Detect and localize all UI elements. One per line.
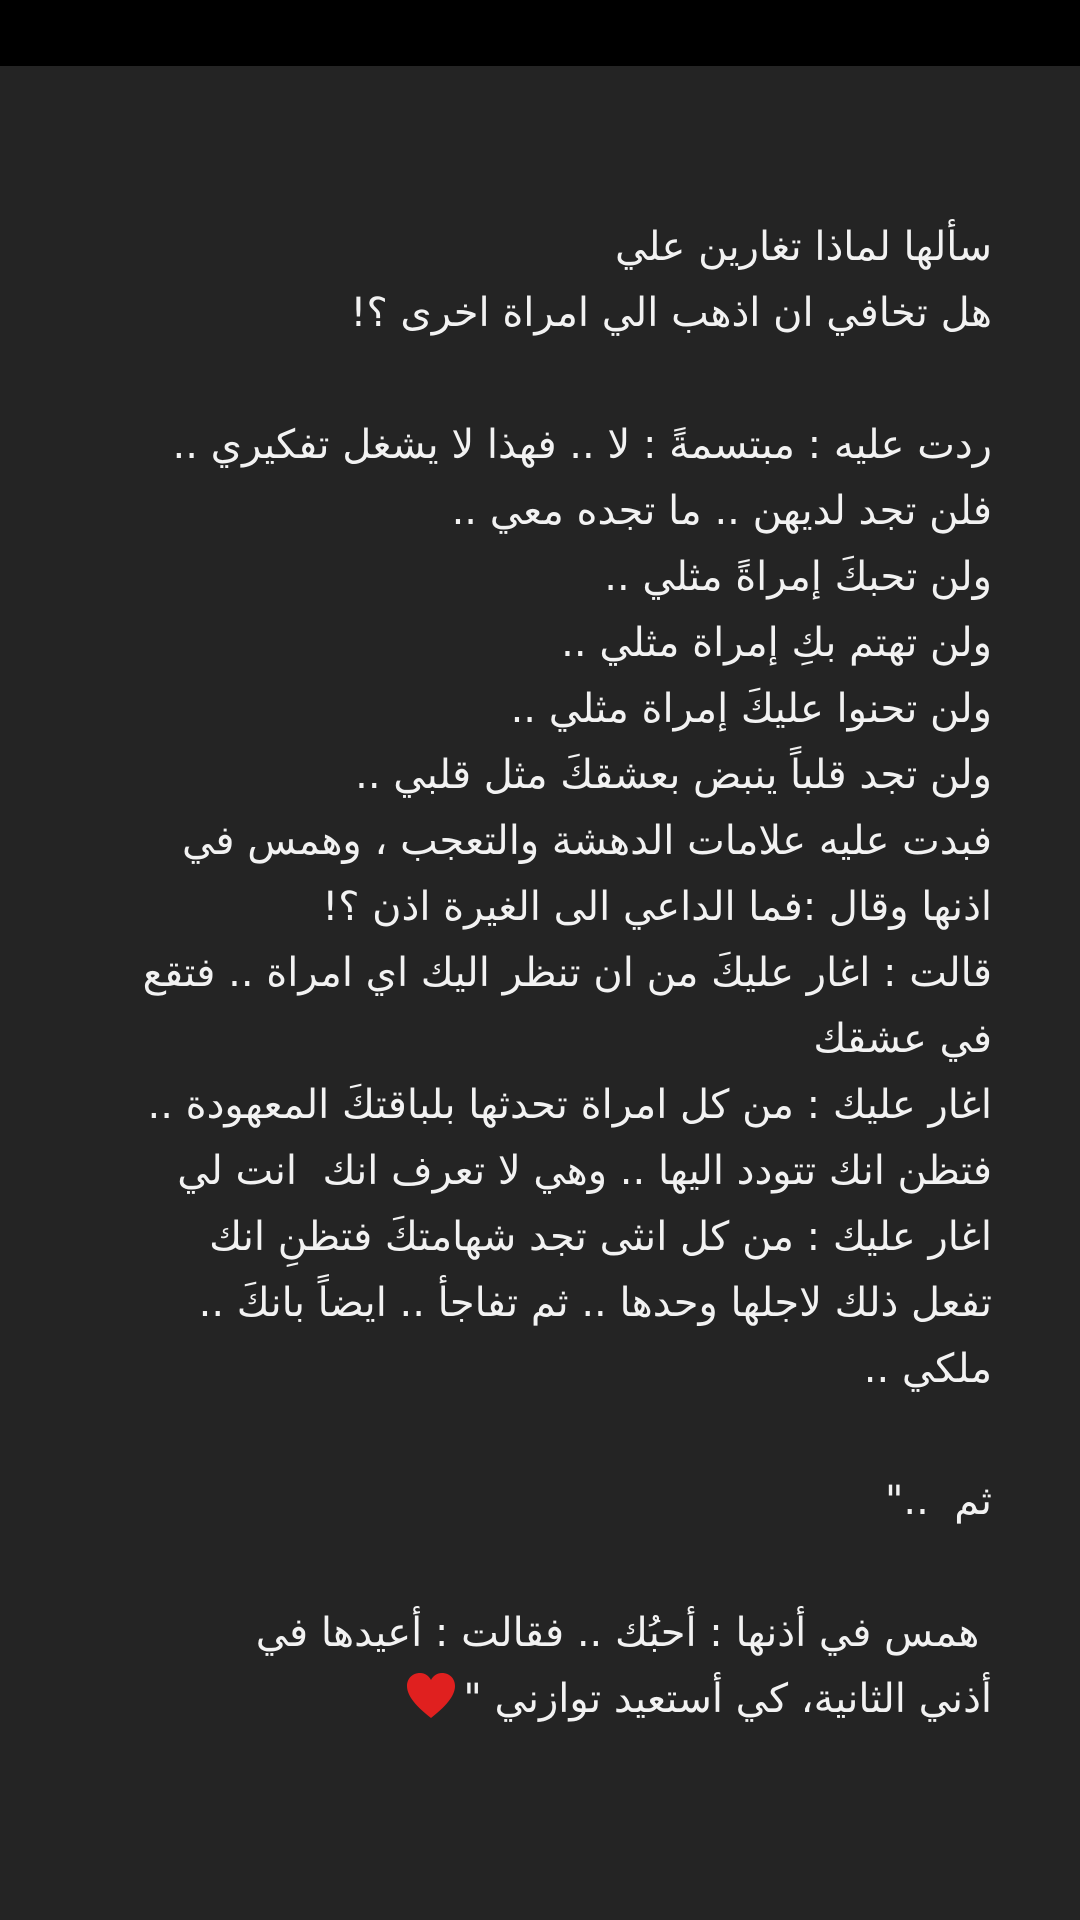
text-line: في عشقك bbox=[813, 1016, 992, 1062]
text-line: اغار عليك : من كل انثى تجد شهامتكَ فتظنِ انك bbox=[209, 1214, 992, 1260]
text-line: اغار عليك : من كل امراة تحدثها بلباقتكَ المعهودة .. bbox=[147, 1082, 992, 1128]
text-line-last bbox=[50, 1666, 992, 1732]
text-line: ملكي .. bbox=[863, 1346, 992, 1392]
text-line: فلن تجد لديهن .. ما تجده معي .. bbox=[451, 488, 992, 534]
text-line: اذنها وقال :فما الداعي الى الغيرة اذن ؟! bbox=[322, 884, 992, 930]
status-bar bbox=[0, 0, 1080, 66]
text-line: همس في أذنها : أحبُك .. فقالت : أعيدها في bbox=[255, 1610, 992, 1656]
text-line: قالت : اغار عليكَ من ان تنظر اليك اي امراة .. فتقع bbox=[142, 950, 992, 996]
text-line: سألها لماذا تغارين علي bbox=[614, 224, 992, 270]
text-line: ولن تهتم بكِ إمراة مثلي .. bbox=[561, 620, 992, 666]
text-line: ردت عليه : مبتسمةً : لا .. فهذا لا يشغل تفكيري .. bbox=[172, 422, 992, 468]
blank-line bbox=[50, 346, 992, 412]
text-line: ولن تحنوا عليكَ إمراة مثلي .. bbox=[510, 686, 992, 732]
text-line: ولن تجد قلباً ينبض بعشقكَ مثل قلبي .. bbox=[355, 752, 992, 798]
text-line: هل تخافي ان اذهب الي امراة اخرى ؟! bbox=[350, 290, 992, 336]
text-line-last-content: أذني الثانية، كي أستعيد توازني " bbox=[463, 1676, 992, 1722]
blank-line bbox=[50, 1402, 992, 1468]
heart-icon bbox=[405, 1672, 457, 1720]
text-line: فبدت عليه علامات الدهشة والتعجب ، وهمس في bbox=[182, 818, 992, 864]
story-text bbox=[50, 214, 992, 1732]
text-line: تفعل ذلك لاجلها وحدها .. ثم تفاجأ .. ايضاً بانكَ .. bbox=[198, 1280, 992, 1326]
text-line: ثم .." bbox=[884, 1478, 992, 1524]
text-line: فتظن انك تتودد اليها .. وهي لا تعرف انك انت لي bbox=[177, 1148, 992, 1194]
text-line: ولن تحبكَ إمراةً مثلي .. bbox=[604, 554, 992, 600]
heart-shape bbox=[407, 1673, 455, 1718]
blank-line bbox=[50, 1534, 992, 1600]
